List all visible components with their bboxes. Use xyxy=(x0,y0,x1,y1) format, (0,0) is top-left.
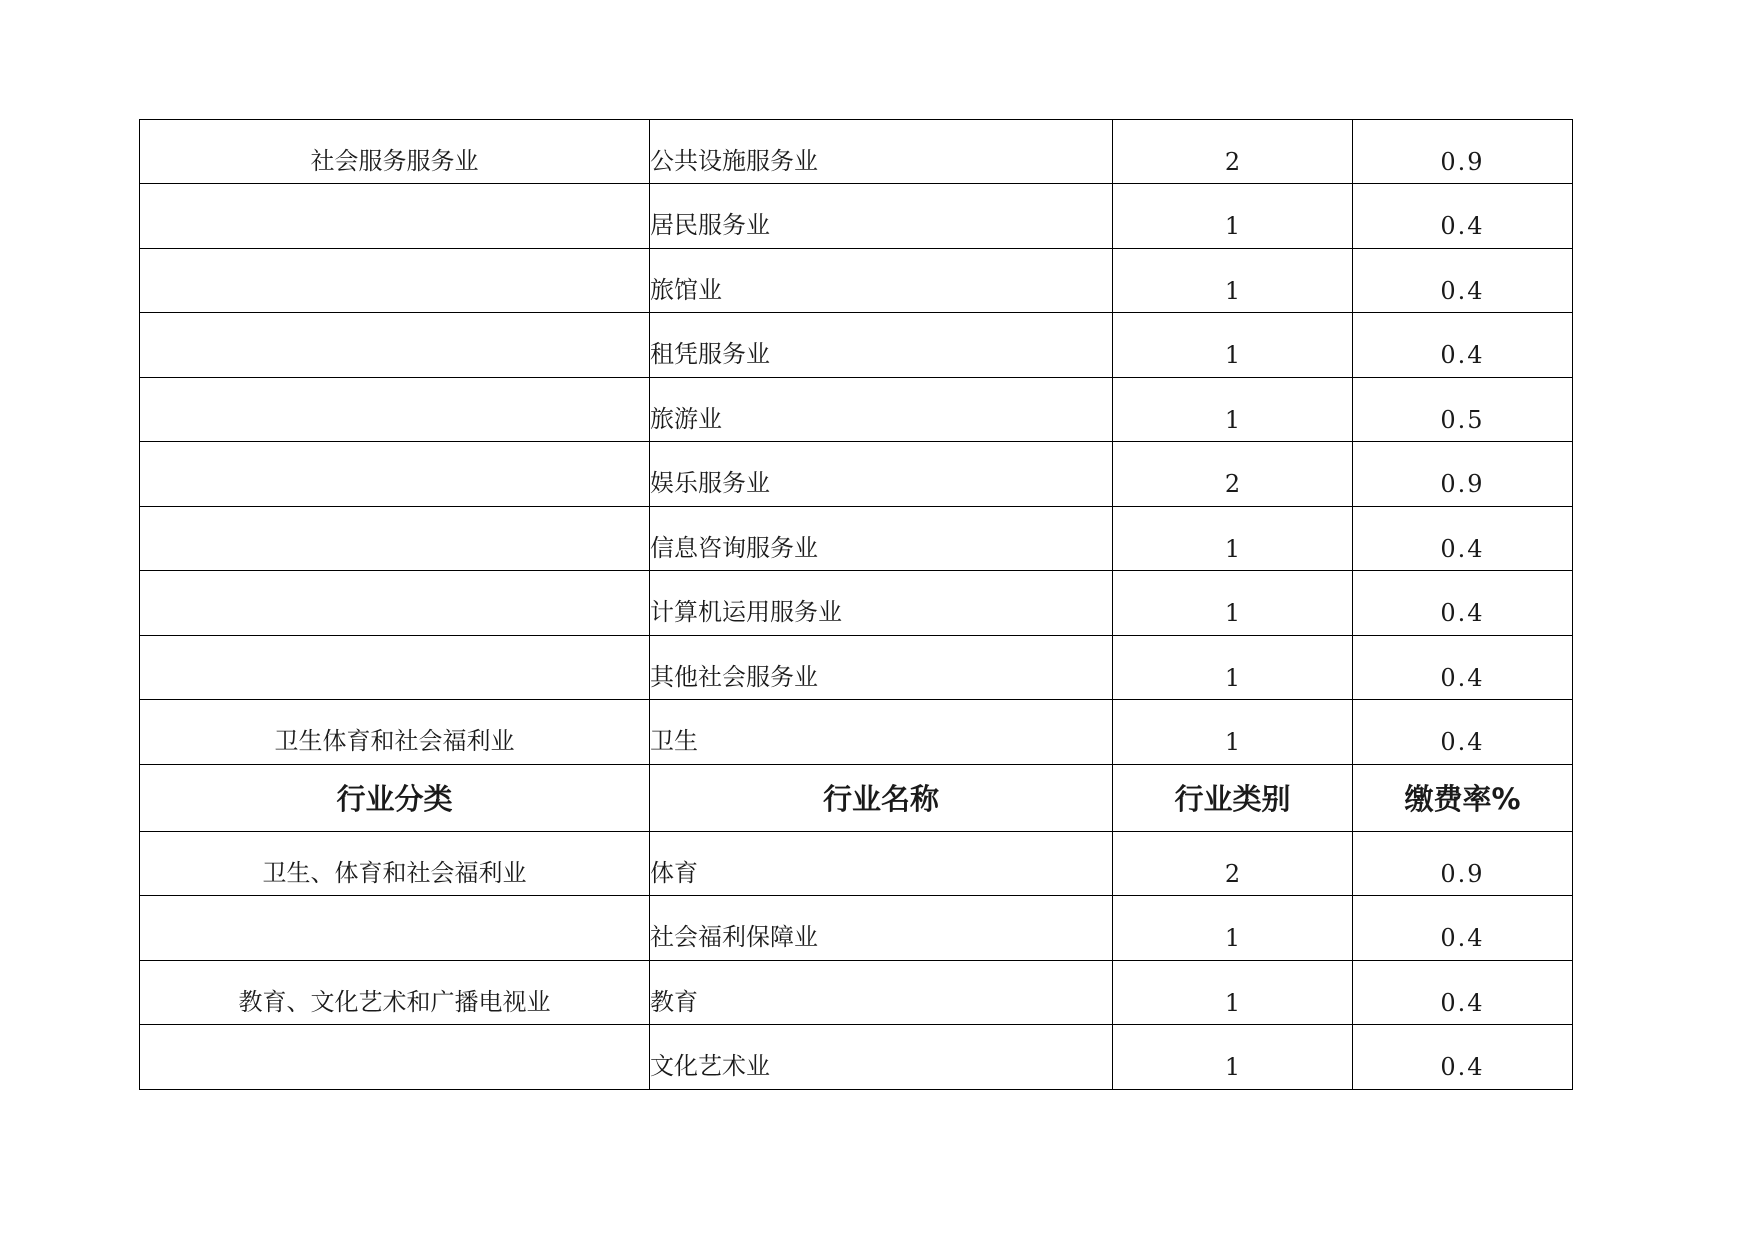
industry-name-cell: 信息咨询服务业 xyxy=(650,507,1113,571)
rate-cell: 0.4 xyxy=(1353,249,1573,313)
rate-cell: 0.4 xyxy=(1353,1025,1573,1090)
category-cell xyxy=(140,1025,650,1090)
industry-class-cell: 2 xyxy=(1113,442,1353,507)
industry-name-cell: 卫生 xyxy=(650,700,1113,765)
rate-cell: 0.9 xyxy=(1353,832,1573,896)
category-cell: 卫生、体育和社会福利业 xyxy=(140,832,650,896)
rate-cell: 0.9 xyxy=(1353,120,1573,184)
industry-name-cell: 社会福利保障业 xyxy=(650,896,1113,961)
header-name: 行业名称 xyxy=(650,765,1113,832)
table-row xyxy=(140,378,1573,442)
industry-class-cell: 2 xyxy=(1113,120,1353,184)
category-cell xyxy=(140,636,650,700)
industry-name-cell: 文化艺术业 xyxy=(650,1025,1113,1090)
industry-class-cell: 1 xyxy=(1113,1025,1353,1090)
category-cell xyxy=(140,442,650,507)
industry-name-cell: 租凭服务业 xyxy=(650,313,1113,378)
table-row xyxy=(140,700,1573,765)
table-body-bottom xyxy=(140,832,1573,1090)
industry-class-cell: 1 xyxy=(1113,700,1353,765)
category-cell xyxy=(140,571,650,636)
category-cell xyxy=(140,896,650,961)
category-cell: 社会服务服务业 xyxy=(140,120,650,184)
header-class: 行业类别 xyxy=(1113,765,1353,832)
industry-class-cell: 1 xyxy=(1113,896,1353,961)
industry-name-cell: 体育 xyxy=(650,832,1113,896)
table-row xyxy=(140,442,1573,507)
table-row xyxy=(140,249,1573,313)
table-body-top xyxy=(140,120,1573,765)
rate-cell: 0.4 xyxy=(1353,313,1573,378)
rate-cell: 0.4 xyxy=(1353,961,1573,1025)
industry-class-cell: 1 xyxy=(1113,636,1353,700)
table-row xyxy=(140,120,1573,184)
industry-class-cell: 1 xyxy=(1113,961,1353,1025)
table-row xyxy=(140,571,1573,636)
category-cell xyxy=(140,378,650,442)
header-category: 行业分类 xyxy=(140,765,650,832)
rate-cell: 0.4 xyxy=(1353,700,1573,765)
industry-name-cell: 居民服务业 xyxy=(650,184,1113,249)
industry-name-cell: 公共设施服务业 xyxy=(650,120,1113,184)
table-header-row xyxy=(140,765,1573,832)
category-cell xyxy=(140,249,650,313)
rate-cell: 0.4 xyxy=(1353,636,1573,700)
industry-class-cell: 2 xyxy=(1113,832,1353,896)
industry-class-cell: 1 xyxy=(1113,313,1353,378)
table-row xyxy=(140,636,1573,700)
industry-name-cell: 计算机运用服务业 xyxy=(650,571,1113,636)
industry-rate-table xyxy=(139,119,1573,1090)
table-row xyxy=(140,961,1573,1025)
table-header-section xyxy=(140,765,1573,832)
industry-name-cell: 教育 xyxy=(650,961,1113,1025)
table-row xyxy=(140,896,1573,961)
industry-class-cell: 1 xyxy=(1113,571,1353,636)
industry-name-cell: 娱乐服务业 xyxy=(650,442,1113,507)
table-row xyxy=(140,832,1573,896)
industry-class-cell: 1 xyxy=(1113,378,1353,442)
rate-cell: 0.4 xyxy=(1353,896,1573,961)
category-cell xyxy=(140,184,650,249)
industry-name-cell: 其他社会服务业 xyxy=(650,636,1113,700)
category-cell xyxy=(140,313,650,378)
category-cell xyxy=(140,507,650,571)
table-row xyxy=(140,184,1573,249)
rate-cell: 0.4 xyxy=(1353,184,1573,249)
rate-cell: 0.9 xyxy=(1353,442,1573,507)
industry-class-cell: 1 xyxy=(1113,184,1353,249)
rate-cell: 0.4 xyxy=(1353,571,1573,636)
header-rate: 缴费率% xyxy=(1353,765,1573,832)
industry-name-cell: 旅馆业 xyxy=(650,249,1113,313)
industry-name-cell: 旅游业 xyxy=(650,378,1113,442)
table-row xyxy=(140,313,1573,378)
industry-class-cell: 1 xyxy=(1113,507,1353,571)
table-row xyxy=(140,507,1573,571)
category-cell: 教育、文化艺术和广播电视业 xyxy=(140,961,650,1025)
rate-cell: 0.5 xyxy=(1353,378,1573,442)
category-cell: 卫生体育和社会福利业 xyxy=(140,700,650,765)
rate-cell: 0.4 xyxy=(1353,507,1573,571)
table-row xyxy=(140,1025,1573,1090)
industry-class-cell: 1 xyxy=(1113,249,1353,313)
